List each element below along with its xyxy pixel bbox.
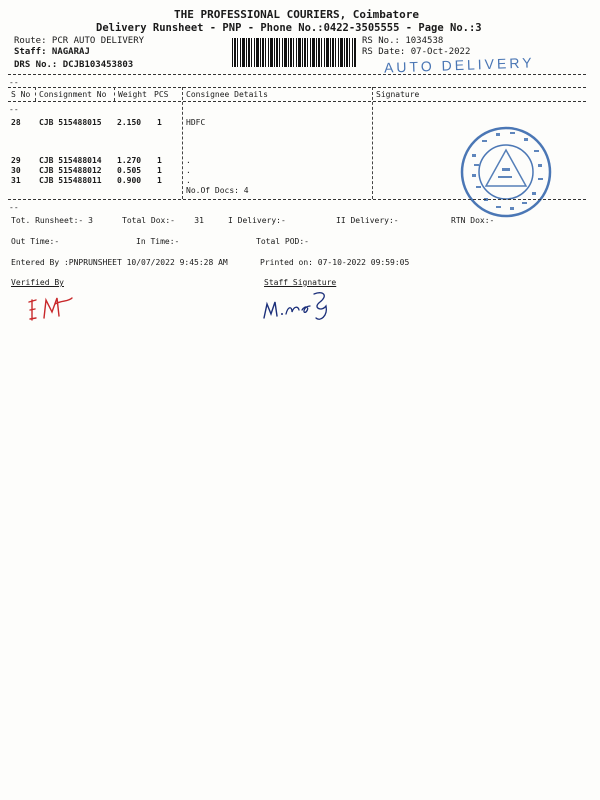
row-details: . (186, 176, 191, 185)
col-divider (182, 87, 183, 199)
row-consignment: CJB 515488014 (39, 156, 102, 165)
out-time: Out Time:- (11, 237, 60, 246)
rs-date: RS Date: 07-Oct-2022 (362, 47, 471, 57)
rs-number: RS No.: 1034538 (362, 36, 444, 46)
col-divider (35, 87, 36, 101)
rtn-dox: RTN Dox:- (451, 216, 495, 225)
summary-marker: -- (9, 203, 19, 212)
col-header-details: Consignee Details (186, 90, 268, 99)
total-pod: Total POD:- (256, 237, 309, 246)
row-weight: 2.150 (117, 118, 142, 127)
row-sno: 29 (11, 156, 21, 165)
docs-count: No.Of Docs: 4 (186, 186, 249, 195)
col-header-pcs: PCS (154, 90, 169, 99)
col-header-signature: Signature (376, 90, 420, 99)
table-marker: -- (9, 105, 19, 114)
verifier-signature (26, 290, 78, 328)
route-label: Route: PCR AUTO DELIVERY (14, 36, 145, 46)
drs-number: DRS No.: DCJB103453803 (14, 60, 134, 70)
total-dox: Total Dox:- 31 (122, 216, 204, 225)
row-details: . (186, 156, 191, 165)
row-consignment: CJB 515488011 (39, 176, 102, 185)
entered-by: Entered By :PNPRUNSHEET 10/07/2022 9:45:28 AM (11, 258, 228, 267)
row-weight: 1.270 (117, 156, 142, 165)
ii-delivery: II Delivery:- (336, 216, 399, 225)
auto-delivery-stamp-text: AUTO DELIVERY (383, 54, 535, 76)
staff-signature-label: Staff Signature (264, 278, 337, 287)
row-consignment: CJB 515488015 (39, 118, 102, 127)
in-time: In Time:- (136, 237, 180, 246)
company-title: THE PROFESSIONAL COURIERS, Coimbatore (174, 8, 420, 21)
verified-by-label: Verified By (11, 278, 64, 287)
tot-runsheet: Tot. Runsheet:- 3 (11, 216, 93, 225)
table-top-rule (8, 87, 586, 88)
printed-on: Printed on: 07-10-2022 09:59:05 (260, 258, 410, 267)
table-bottom-rule (8, 199, 586, 200)
runsheet-subtitle: Delivery Runsheet - PNP - Phone No.:0422-3505555 - Page No.:3 (96, 22, 482, 34)
company-seal-stamp (458, 124, 554, 220)
i-delivery: I Delivery:- (228, 216, 286, 225)
col-header-consignment: Consignment No (39, 90, 107, 99)
row-pcs: 1 (157, 176, 162, 185)
row-pcs: 1 (157, 118, 162, 127)
staff-signature (262, 288, 338, 328)
barcode (232, 38, 356, 67)
row-pcs: 1 (157, 156, 162, 165)
top-marker: -- (9, 78, 19, 87)
row-pcs: 1 (157, 166, 162, 175)
row-details: . (186, 166, 191, 175)
row-consignment: CJB 515488012 (39, 166, 102, 175)
col-header-sno: S No (11, 90, 31, 99)
col-divider (372, 87, 373, 199)
row-weight: 0.505 (117, 166, 142, 175)
staff-label: Staff: NAGARAJ (14, 47, 90, 57)
row-sno: 30 (11, 166, 21, 175)
row-details: HDFC (186, 118, 206, 127)
col-divider (114, 87, 115, 101)
row-sno: 28 (11, 118, 21, 127)
row-sno: 31 (11, 176, 21, 185)
table-header-rule (8, 101, 586, 102)
col-header-weight: Weight (118, 90, 147, 99)
header-rule (8, 74, 586, 75)
row-weight: 0.900 (117, 176, 142, 185)
